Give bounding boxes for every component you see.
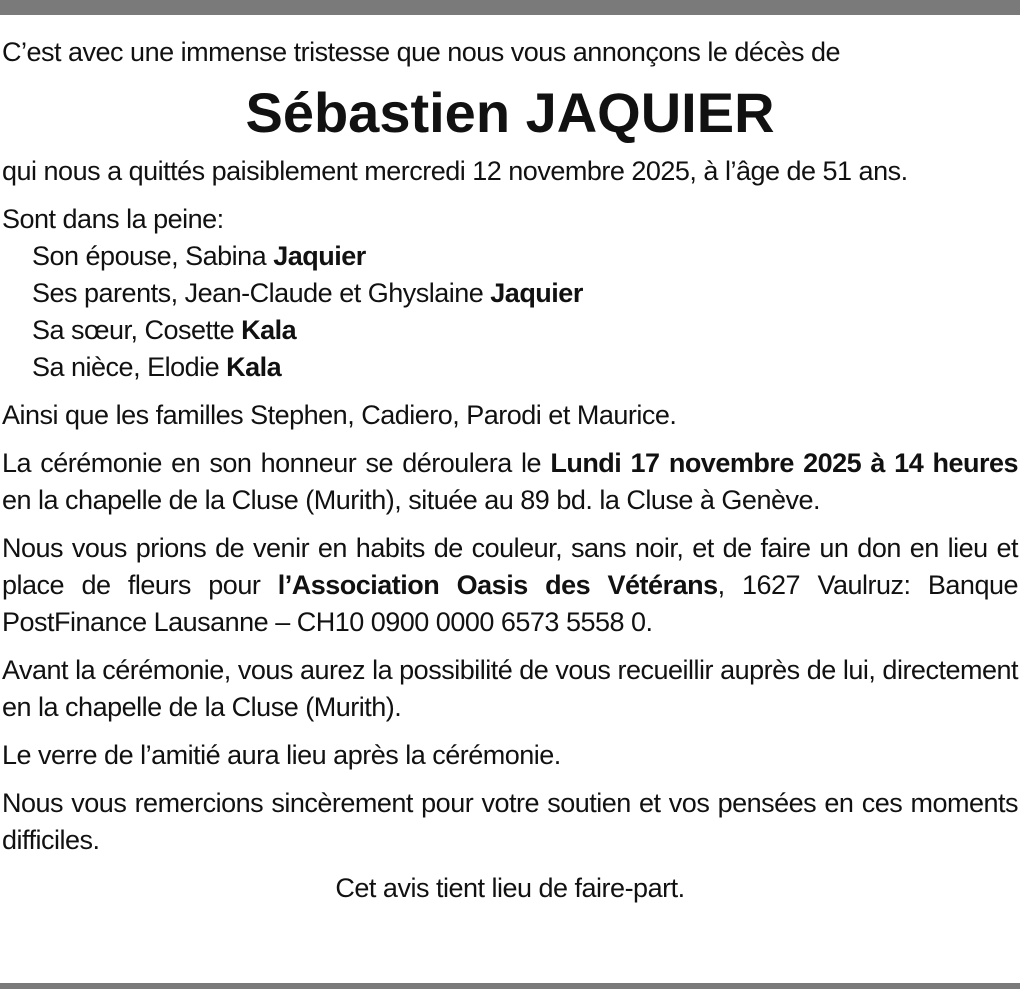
mourner-relation: Son épouse, Sabina xyxy=(32,241,274,271)
mourner-surname: Jaquier xyxy=(490,278,583,308)
mourner-item xyxy=(32,312,1018,349)
mourner-surname: Jaquier xyxy=(273,241,366,271)
obituary-notice xyxy=(2,34,1018,907)
ceremony-location: en la chapelle de la Cluse (Murith), située au 89 bd. la Cluse à Genève. xyxy=(2,485,820,515)
intro-text: C’est avec une immense tristesse que nous vous annonçons le décès de xyxy=(2,37,841,67)
mourners-list xyxy=(2,238,1018,386)
donation-text xyxy=(2,530,1018,641)
mourner-surname: Kala xyxy=(241,315,297,345)
mourner-relation: Sa sœur, Cosette xyxy=(32,315,242,345)
ceremony-datetime: Lundi 17 novembre 2025 à 14 heures xyxy=(550,448,1018,478)
visitation-text: Avant la cérémonie, vous aurez la possibilité de vous recueillir auprès de lui, directement en la chapelle de la Cluse (Murith). xyxy=(2,655,1018,722)
donation-association: l’Association Oasis des Vétérans xyxy=(277,570,718,600)
mourners-heading: Sont dans la peine: xyxy=(2,204,224,234)
ceremony-text xyxy=(2,445,1018,519)
passing-text: qui nous a quittés paisiblement mercredi 12 novembre 2025, à l’âge de 51 ans. xyxy=(2,156,908,186)
ceremony-intro: La cérémonie en son honneur se déroulera le xyxy=(2,448,551,478)
donation-request: Nous vous prions de venir en habits de couleur, sans noir, et de faire un don en lieu et place de fleurs pour xyxy=(2,533,1018,600)
closing-text: Cet avis tient lieu de faire-part. xyxy=(335,873,685,903)
mourner-relation: Sa nièce, Elodie xyxy=(32,352,227,382)
families-text: Ainsi que les familles Stephen, Cadiero, Parodi et Maurice. xyxy=(2,400,677,430)
deceased-name: Sébastien JAQUIER xyxy=(245,81,775,144)
mourner-relation: Ses parents, Jean-Claude et Ghyslaine xyxy=(32,278,491,308)
donation-bank-details: , 1627 Vaulruz: Banque PostFinance Lausanne – CH10 0900 0000 6573 5558 0. xyxy=(2,570,1018,637)
mourner-item xyxy=(32,275,1018,312)
mourner-surname: Kala xyxy=(226,352,282,382)
top-divider xyxy=(0,0,1020,15)
mourner-item xyxy=(32,349,1018,386)
bottom-divider xyxy=(0,983,1020,989)
thanks-text: Nous vous remercions sincèrement pour votre soutien et vos pensées en ces moments difficiles. xyxy=(2,788,1018,855)
mourner-item xyxy=(32,238,1018,275)
reception-text: Le verre de l’amitié aura lieu après la cérémonie. xyxy=(2,740,561,770)
